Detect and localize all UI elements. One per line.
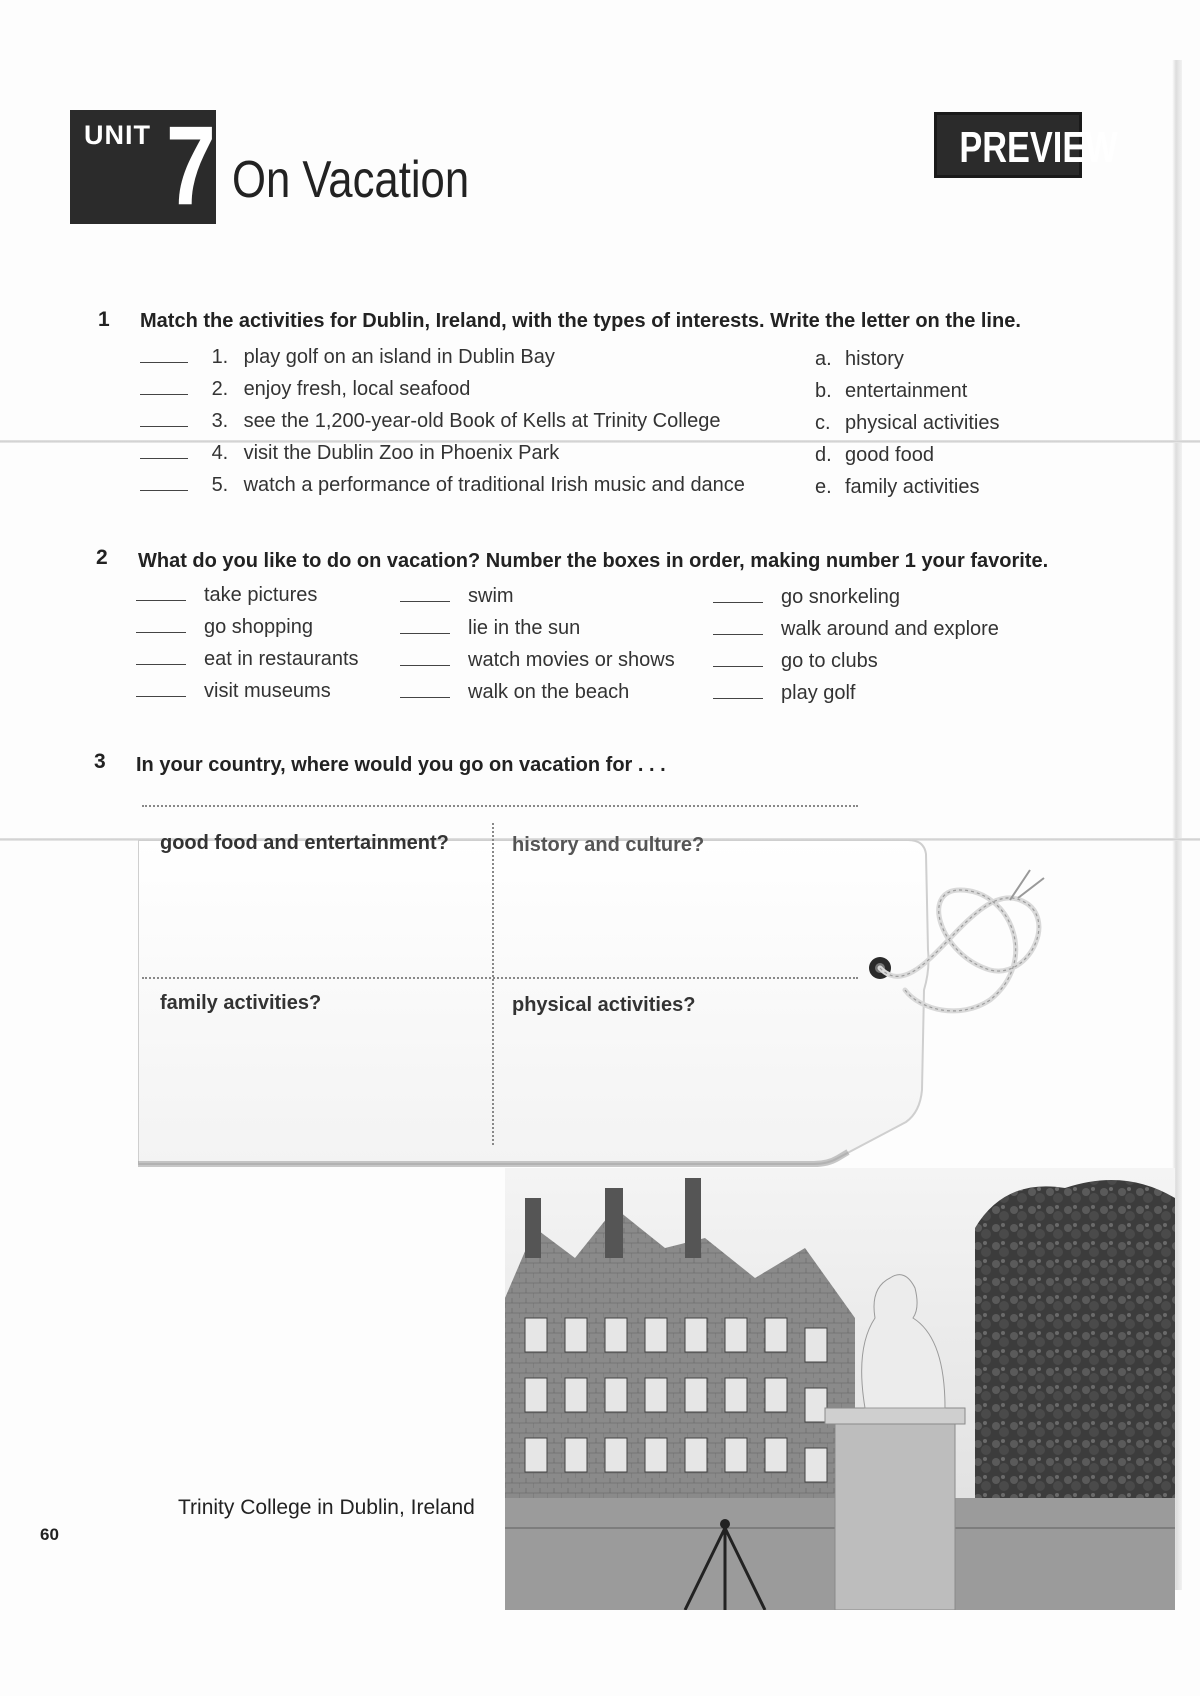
- match-item-text: watch a performance of traditional Irish music and dance: [243, 474, 745, 496]
- vacation-activity: walk around and explore: [713, 618, 999, 641]
- grid-cell-label: history and culture?: [512, 834, 705, 856]
- answer-area[interactable]: [505, 860, 835, 970]
- building-illustration: [505, 1168, 1175, 1610]
- rank-blank[interactable]: [136, 632, 186, 633]
- preview-badge: PREVIEW: [934, 112, 1082, 178]
- unit-number: 7: [166, 103, 216, 228]
- grid-cell-label: good food and entertainment?: [160, 832, 449, 854]
- match-item-text: enjoy fresh, local seafood: [243, 378, 471, 400]
- vacation-activity: take pictures: [136, 584, 317, 607]
- match-item-text: see the 1,200-year-old Book of Kells at Trinity College: [243, 410, 721, 432]
- interest-option: e. family activities: [815, 476, 980, 498]
- rank-blank[interactable]: [713, 698, 763, 699]
- section-1-instruction: Match the activities for Dublin, Ireland, with the types of interests. Write the letter on the line.: [140, 310, 1021, 332]
- section-2-number: 2: [96, 546, 108, 569]
- vacation-activity: walk on the beach: [400, 681, 629, 704]
- answer-area[interactable]: [505, 1020, 835, 1130]
- vacation-activity: go to clubs: [713, 650, 878, 673]
- rank-blank[interactable]: [136, 600, 186, 601]
- answer-blank[interactable]: [140, 426, 188, 427]
- answer-blank[interactable]: [140, 362, 188, 363]
- vacation-activity: lie in the sun: [400, 617, 580, 640]
- answer-area[interactable]: [150, 860, 480, 970]
- rank-blank[interactable]: [136, 696, 186, 697]
- answer-blank[interactable]: [140, 458, 188, 459]
- vacation-activity: go snorkeling: [713, 586, 900, 609]
- vacation-activity: visit museums: [136, 680, 331, 703]
- vacation-activity: go shopping: [136, 616, 313, 639]
- answer-blank[interactable]: [140, 394, 188, 395]
- rank-blank[interactable]: [713, 666, 763, 667]
- rank-blank[interactable]: [400, 601, 450, 602]
- match-item: 4. visit the Dublin Zoo in Phoenix Park: [140, 442, 559, 465]
- section-2-instruction: What do you like to do on vacation? Number the boxes in order, making number 1 your favorite.: [138, 550, 1049, 572]
- interest-option: b. entertainment: [815, 380, 968, 402]
- rank-blank[interactable]: [400, 633, 450, 634]
- vacation-activity: watch movies or shows: [400, 649, 675, 672]
- vacation-activity: play golf: [713, 682, 856, 705]
- match-item: 1. play golf on an island in Dublin Bay: [140, 346, 555, 369]
- match-item-text: visit the Dublin Zoo in Phoenix Park: [243, 442, 560, 464]
- grid-cell-label: family activities?: [160, 992, 322, 1014]
- page-number: 60: [40, 1525, 59, 1544]
- page-title: On Vacation: [232, 151, 470, 209]
- tag-string: [860, 860, 1080, 1030]
- grid-cell-label: physical activities?: [512, 994, 696, 1016]
- rank-blank[interactable]: [713, 634, 763, 635]
- interest-option: d. good food: [815, 444, 934, 466]
- photo-caption: Trinity College in Dublin, Ireland: [178, 1496, 475, 1519]
- answer-blank[interactable]: [140, 490, 188, 491]
- match-item-text: play golf on an island in Dublin Bay: [243, 346, 555, 368]
- grid-line: [142, 805, 858, 807]
- trinity-college-photo: [505, 1168, 1175, 1610]
- grid-line: [492, 823, 494, 1145]
- section-3-number: 3: [94, 750, 106, 773]
- match-item: 3. see the 1,200-year-old Book of Kells at Trinity College: [140, 410, 721, 433]
- answer-area[interactable]: [150, 1020, 480, 1130]
- section-1-number: 1: [98, 308, 110, 331]
- rank-blank[interactable]: [400, 665, 450, 666]
- unit-block: [70, 103, 216, 228]
- vacation-activity: swim: [400, 585, 514, 608]
- grid-line: [142, 977, 858, 979]
- vacation-activity: eat in restaurants: [136, 648, 359, 671]
- unit-label: UNIT: [84, 120, 151, 150]
- rank-blank[interactable]: [136, 664, 186, 665]
- interest-option: c. physical activities: [815, 412, 1000, 434]
- section-3-instruction: In your country, where would you go on vacation for . . .: [136, 754, 666, 776]
- rank-blank[interactable]: [713, 602, 763, 603]
- match-item: 5. watch a performance of traditional Irish music and dance: [140, 474, 745, 497]
- rank-blank[interactable]: [400, 697, 450, 698]
- match-item: 2. enjoy fresh, local seafood: [140, 378, 470, 401]
- interest-option: a. history: [815, 348, 904, 370]
